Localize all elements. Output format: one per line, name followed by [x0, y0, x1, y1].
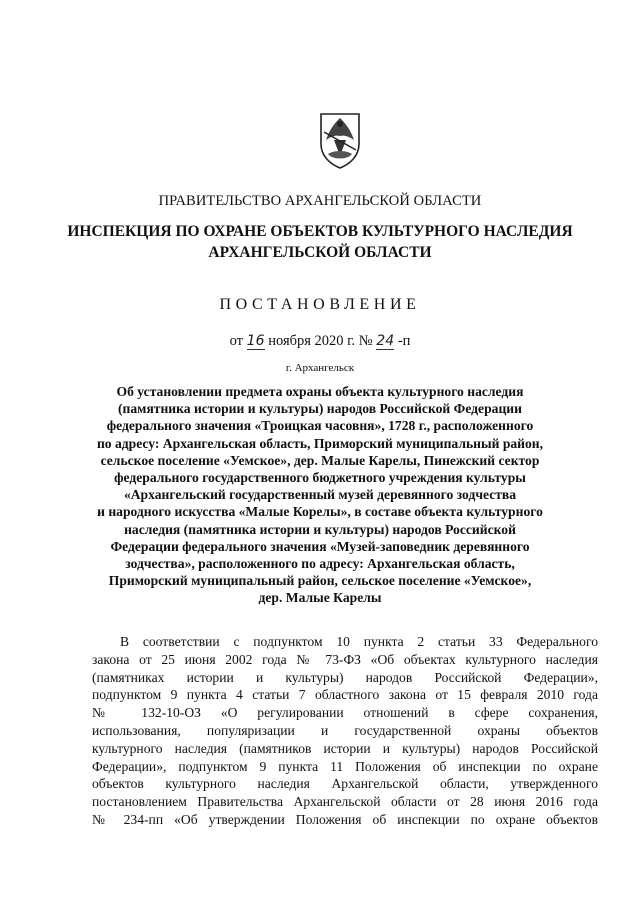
inspection-name	[60, 221, 580, 263]
inspection-name-line: ИНСПЕКЦИЯ ПО ОХРАНЕ ОБЪЕКТОВ КУЛЬТУРНОГО НАСЛЕДИЯ	[67, 223, 573, 240]
date-month-year: ноября 2020 г. №	[268, 333, 373, 349]
body-line: объектов культурного наследия Архангельской области, утвержденного	[92, 776, 598, 792]
document-subject	[80, 383, 560, 607]
subject-line: и народного искусства «Малые Корелы», в составе объекта культурного	[97, 504, 543, 520]
date-prefix: от	[229, 333, 243, 349]
body-line: № 132-10-ОЗ «О регулировании отношений в сфере сохранения,	[92, 705, 598, 721]
body-line: В соответствии с подпунктом 10 пункта 2 статьи 33 Федерального	[120, 634, 598, 649]
body-line: (памятниках истории и культуры) народов Российской Федерации»,	[92, 669, 598, 685]
date-day-handwritten: 16	[246, 333, 265, 349]
subject-line: федерального государственного бюджетного учреждения культуры	[114, 470, 526, 486]
body-line: использования, популяризации и государственной охраны объектов	[92, 722, 598, 738]
arkhangelsk-coat-of-arms-icon	[318, 110, 362, 170]
document-dateline	[60, 333, 580, 350]
subject-line: по адресу: Архангельская область, Приморский муниципальный район,	[96, 435, 544, 451]
body-line: культурного наследия (памятников истории и культуры) народов Российской	[92, 740, 598, 756]
subject-line: сельское поселение «Уемское», дер. Малые Карелы, Пинежский сектор	[100, 452, 540, 468]
city-name: г. Архангельск	[285, 362, 355, 374]
body-line: подпунктом 9 пункта 4 статьи 7 областного закона от 15 февраля 2010 года	[92, 687, 598, 703]
document-type-title: ПОСТАНОВЛЕНИЕ	[219, 296, 421, 313]
body-line: закона от 25 июня 2002 года № 73-ФЗ «Об объектах культурного наследия	[92, 651, 598, 667]
document-number-handwritten: 24	[376, 333, 395, 349]
inspection-name-line: АРХАНГЕЛЬСКОЙ ОБЛАСТИ	[208, 244, 432, 261]
body-line: постановлением Правительства Архангельской области от 28 июня 2016 года	[92, 794, 598, 810]
subject-line: федерального значения «Троицкая часовня», 1728 г., расположенного	[106, 418, 534, 434]
body-line: Федерации», подпунктом 9 пункта 11 Положения об инспекции по охране	[92, 758, 598, 774]
body-line: № 234-пп «Об утверждении Положения об инспекции по охране объектов	[92, 811, 598, 827]
subject-line: Приморский муниципальный район, сельское поселение «Уемское»,	[108, 573, 532, 589]
document-number-suffix: -п	[397, 333, 411, 349]
government-name: ПРАВИТЕЛЬСТВО АРХАНГЕЛЬСКОЙ ОБЛАСТИ	[158, 193, 482, 209]
subject-line: «Архангельский государственный музей деревянного зодчества	[123, 487, 517, 503]
subject-line: Федерации федерального значения «Музей-заповедник деревянного	[110, 538, 530, 554]
document-body	[92, 633, 598, 829]
subject-line: наследия (памятника истории и культуры) народов Российской	[124, 521, 516, 537]
subject-line: Об установлении предмета охраны объекта культурного наследия	[116, 384, 524, 399]
subject-line: дер. Малые Карелы	[258, 590, 382, 606]
subject-line: (памятника истории и культуры) народов Российской Федерации	[118, 401, 522, 417]
subject-line: зодчества», расположенного по адресу: Архангельская область,	[125, 556, 515, 572]
